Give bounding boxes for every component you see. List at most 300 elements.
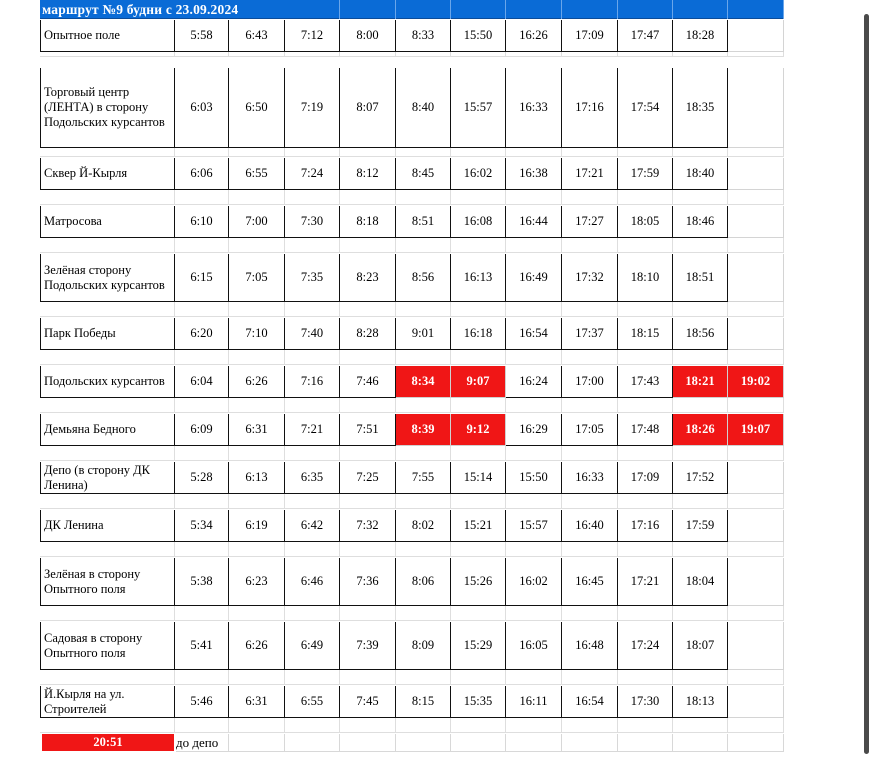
highlighted-time-cell: 18:26 <box>673 414 728 446</box>
spacer-cell <box>618 606 673 621</box>
spacer-row <box>40 542 784 557</box>
time-cell: 7:25 <box>340 462 396 494</box>
spacer-row <box>40 52 784 57</box>
time-cell: 16:54 <box>506 318 562 350</box>
spacer-row <box>40 446 784 461</box>
time-cell: 5:28 <box>175 462 229 494</box>
spacer-cell <box>673 446 728 461</box>
time-cell: 5:38 <box>175 558 229 606</box>
spacer-cell <box>451 238 506 253</box>
table-row <box>40 510 784 542</box>
time-cell: 18:13 <box>673 686 728 718</box>
highlighted-time-cell: 8:39 <box>396 414 451 446</box>
spacer-cell <box>229 190 285 205</box>
spacer-cell <box>40 670 175 685</box>
table-row <box>40 558 784 606</box>
spacer-cell <box>618 398 673 413</box>
spacer-cell <box>618 718 673 733</box>
time-cell: 17:16 <box>562 68 618 148</box>
spacer-cell <box>618 52 673 57</box>
highlighted-time-cell: 9:12 <box>451 414 506 446</box>
stop-name: Депо (в сторону ДК Ленина) <box>40 462 175 494</box>
time-cell: 17:48 <box>618 414 673 446</box>
time-cell: 17:59 <box>673 510 728 542</box>
time-cell: 18:15 <box>618 318 673 350</box>
table-row <box>40 20 784 52</box>
spacer-cell <box>506 190 562 205</box>
spacer-row <box>40 350 784 365</box>
time-cell: 17:24 <box>618 622 673 670</box>
spacer-cell <box>673 350 728 365</box>
spacer-cell <box>340 302 396 317</box>
spacer-cell <box>175 190 229 205</box>
spacer-cell <box>229 542 285 557</box>
spacer-cell <box>40 350 175 365</box>
spacer-cell <box>562 494 618 509</box>
time-cell: 15:26 <box>451 558 506 606</box>
time-cell: 16:18 <box>451 318 506 350</box>
spacer-cell <box>340 606 396 621</box>
time-cell: 15:50 <box>451 20 506 52</box>
table-row <box>40 366 784 398</box>
spacer-cell <box>618 302 673 317</box>
spacer-cell <box>40 52 175 57</box>
header-cell <box>451 0 506 19</box>
time-cell: 8:40 <box>396 68 451 148</box>
spacer-row <box>40 718 784 733</box>
spacer-cell <box>728 238 784 253</box>
spacer-cell <box>506 606 562 621</box>
spacer-cell <box>229 148 285 157</box>
time-cell: 6:55 <box>229 158 285 190</box>
spacer-cell <box>340 52 396 57</box>
spacer-cell <box>229 446 285 461</box>
spacer-cell <box>506 398 562 413</box>
footer-cell <box>562 734 618 752</box>
spacer-cell <box>340 350 396 365</box>
time-cell: 7:36 <box>340 558 396 606</box>
time-cell: 7:05 <box>229 254 285 302</box>
time-cell: 5:46 <box>175 686 229 718</box>
highlighted-time-cell: 9:07 <box>451 366 506 398</box>
time-cell: 15:57 <box>451 68 506 148</box>
time-cell: 17:00 <box>562 366 618 398</box>
time-cell: 8:45 <box>396 158 451 190</box>
table-row <box>40 622 784 670</box>
time-cell: 6:10 <box>175 206 229 238</box>
spacer-row <box>40 606 784 621</box>
spacer-cell <box>673 718 728 733</box>
time-cell: 8:15 <box>396 686 451 718</box>
spacer-cell <box>285 670 340 685</box>
stop-name: Парк Победы <box>40 318 175 350</box>
stop-name: Демьяна Бедного <box>40 414 175 446</box>
time-cell: 16:38 <box>506 158 562 190</box>
table-row <box>40 318 784 350</box>
highlighted-time-cell: 18:21 <box>673 366 728 398</box>
spacer-cell <box>229 398 285 413</box>
time-cell: 8:18 <box>340 206 396 238</box>
footer-note: до депо <box>176 734 219 750</box>
footer-cell <box>229 734 285 752</box>
time-cell: 18:05 <box>618 206 673 238</box>
time-cell: 18:04 <box>673 558 728 606</box>
time-cell: 16:13 <box>451 254 506 302</box>
spacer-cell <box>618 190 673 205</box>
spacer-cell <box>40 542 175 557</box>
time-cell: 16:48 <box>562 622 618 670</box>
spacer-cell <box>728 398 784 413</box>
time-cell: 16:05 <box>506 622 562 670</box>
spacer-cell <box>40 606 175 621</box>
spacer-cell <box>451 52 506 57</box>
time-cell: 7:32 <box>340 510 396 542</box>
spacer-cell <box>340 190 396 205</box>
spacer-cell <box>451 606 506 621</box>
spacer-cell <box>451 718 506 733</box>
spacer-cell <box>618 446 673 461</box>
time-cell: 18:56 <box>673 318 728 350</box>
spacer-cell <box>506 148 562 157</box>
spacer-cell <box>506 670 562 685</box>
spacer-row <box>40 494 784 509</box>
time-cell: 6:50 <box>229 68 285 148</box>
table-row <box>40 686 784 718</box>
spacer-cell <box>506 718 562 733</box>
spacer-cell <box>728 494 784 509</box>
footer-time: 20:51 <box>42 734 174 751</box>
spacer-cell <box>506 238 562 253</box>
spacer-cell <box>175 350 229 365</box>
spacer-cell <box>40 494 175 509</box>
spacer-cell <box>506 494 562 509</box>
footer-cell <box>506 734 562 752</box>
time-cell: 16:02 <box>451 158 506 190</box>
spacer-cell <box>728 718 784 733</box>
spacer-cell <box>229 606 285 621</box>
time-cell <box>728 318 784 350</box>
stop-name: Опытное поле <box>40 20 175 52</box>
time-cell: 18:46 <box>673 206 728 238</box>
spacer-cell <box>175 148 229 157</box>
spacer-cell <box>40 398 175 413</box>
spacer-cell <box>618 542 673 557</box>
spacer-cell <box>562 190 618 205</box>
spacer-cell <box>451 398 506 413</box>
time-cell: 18:40 <box>673 158 728 190</box>
spacer-cell <box>285 606 340 621</box>
time-cell: 8:06 <box>396 558 451 606</box>
footer-grid <box>176 734 784 752</box>
time-cell: 8:33 <box>396 20 451 52</box>
spacer-cell <box>562 350 618 365</box>
spacer-cell <box>40 446 175 461</box>
time-cell: 6:15 <box>175 254 229 302</box>
time-cell: 16:11 <box>506 686 562 718</box>
time-cell: 15:29 <box>451 622 506 670</box>
time-cell: 17:59 <box>618 158 673 190</box>
spacer-cell <box>728 52 784 57</box>
spacer-cell <box>340 398 396 413</box>
spacer-cell <box>175 718 229 733</box>
time-cell: 6:06 <box>175 158 229 190</box>
time-cell: 6:26 <box>229 366 285 398</box>
time-cell: 7:12 <box>285 20 340 52</box>
time-cell <box>728 558 784 606</box>
time-cell: 8:02 <box>396 510 451 542</box>
spacer-cell <box>506 52 562 57</box>
spacer-cell <box>229 670 285 685</box>
time-cell: 7:55 <box>396 462 451 494</box>
spacer-cell <box>340 718 396 733</box>
footer-cell <box>673 734 728 752</box>
time-cell: 7:45 <box>340 686 396 718</box>
table-row <box>40 414 784 446</box>
table-row <box>40 462 784 494</box>
time-cell: 8:23 <box>340 254 396 302</box>
time-cell: 8:00 <box>340 20 396 52</box>
spacer-cell <box>396 238 451 253</box>
time-cell: 16:33 <box>562 462 618 494</box>
spacer-cell <box>229 494 285 509</box>
table-row <box>40 206 784 238</box>
time-cell: 5:34 <box>175 510 229 542</box>
header-cell <box>562 0 618 19</box>
spacer-cell <box>562 446 618 461</box>
spacer-cell <box>673 52 728 57</box>
time-cell: 17:27 <box>562 206 618 238</box>
time-cell: 6:46 <box>285 558 340 606</box>
time-cell: 17:52 <box>673 462 728 494</box>
spacer-cell <box>562 148 618 157</box>
spacer-cell <box>229 302 285 317</box>
spacer-cell <box>396 542 451 557</box>
spacer-cell <box>396 718 451 733</box>
spacer-cell <box>340 494 396 509</box>
time-cell: 16:33 <box>506 68 562 148</box>
time-cell: 15:35 <box>451 686 506 718</box>
spacer-cell <box>673 238 728 253</box>
spacer-cell <box>175 238 229 253</box>
spacer-cell <box>175 398 229 413</box>
spacer-cell <box>340 238 396 253</box>
spacer-cell <box>673 670 728 685</box>
spacer-cell <box>673 190 728 205</box>
spacer-cell <box>451 148 506 157</box>
spacer-cell <box>229 718 285 733</box>
time-cell <box>728 68 784 148</box>
spacer-cell <box>728 190 784 205</box>
spacer-cell <box>728 542 784 557</box>
time-cell: 7:30 <box>285 206 340 238</box>
time-cell: 15:21 <box>451 510 506 542</box>
spacer-cell <box>175 302 229 317</box>
time-cell: 6:42 <box>285 510 340 542</box>
header-cell <box>506 0 562 19</box>
spacer-cell <box>562 302 618 317</box>
time-cell: 17:32 <box>562 254 618 302</box>
spacer-cell <box>673 302 728 317</box>
spacer-row <box>40 148 784 157</box>
time-cell: 17:09 <box>618 462 673 494</box>
spacer-cell <box>396 52 451 57</box>
time-cell: 6:26 <box>229 622 285 670</box>
spacer-cell <box>229 52 285 57</box>
stop-name: Й.Кырля на ул. Строителей <box>40 686 175 718</box>
spacer-cell <box>451 542 506 557</box>
stop-name: Матросова <box>40 206 175 238</box>
time-cell: 17:43 <box>618 366 673 398</box>
time-cell: 7:19 <box>285 68 340 148</box>
spacer-cell <box>618 670 673 685</box>
spacer-cell <box>285 238 340 253</box>
header-cell <box>673 0 728 19</box>
table-row <box>40 158 784 190</box>
spacer-cell <box>728 350 784 365</box>
highlighted-time-cell: 8:34 <box>396 366 451 398</box>
spacer-cell <box>285 446 340 461</box>
spacer-cell <box>618 494 673 509</box>
spacer-cell <box>728 302 784 317</box>
time-cell: 8:56 <box>396 254 451 302</box>
spacer-cell <box>340 446 396 461</box>
spacer-cell <box>673 542 728 557</box>
time-cell: 16:49 <box>506 254 562 302</box>
spacer-cell <box>451 494 506 509</box>
time-cell: 17:47 <box>618 20 673 52</box>
time-cell: 16:02 <box>506 558 562 606</box>
time-cell: 8:28 <box>340 318 396 350</box>
spacer-cell <box>340 670 396 685</box>
time-cell: 6:31 <box>229 686 285 718</box>
spacer-cell <box>285 302 340 317</box>
time-cell: 15:57 <box>506 510 562 542</box>
spacer-cell <box>562 238 618 253</box>
time-cell <box>728 622 784 670</box>
spacer-cell <box>229 350 285 365</box>
time-cell: 15:50 <box>506 462 562 494</box>
time-cell: 6:43 <box>229 20 285 52</box>
time-cell: 18:35 <box>673 68 728 148</box>
header-cell <box>618 0 673 19</box>
time-cell: 7:21 <box>285 414 340 446</box>
time-cell <box>728 254 784 302</box>
spacer-cell <box>40 718 175 733</box>
footer-cell <box>451 734 506 752</box>
spacer-row <box>40 238 784 253</box>
time-cell: 6:31 <box>229 414 285 446</box>
spacer-cell <box>506 542 562 557</box>
time-cell: 17:09 <box>562 20 618 52</box>
header-cell <box>396 0 451 19</box>
time-cell: 6:55 <box>285 686 340 718</box>
spacer-cell <box>40 190 175 205</box>
scrollbar[interactable] <box>864 14 869 754</box>
time-cell: 16:45 <box>562 558 618 606</box>
spacer-cell <box>175 494 229 509</box>
spacer-cell <box>562 52 618 57</box>
spacer-cell <box>175 670 229 685</box>
spacer-cell <box>562 542 618 557</box>
time-cell: 8:07 <box>340 68 396 148</box>
time-cell: 17:54 <box>618 68 673 148</box>
time-cell: 6:04 <box>175 366 229 398</box>
spacer-cell <box>562 606 618 621</box>
spacer-cell <box>340 542 396 557</box>
time-cell: 17:21 <box>562 158 618 190</box>
spacer-cell <box>618 148 673 157</box>
time-cell <box>728 20 784 52</box>
time-cell: 6:03 <box>175 68 229 148</box>
footer-cell <box>618 734 673 752</box>
highlighted-time-cell: 19:02 <box>728 366 784 398</box>
time-cell: 9:01 <box>396 318 451 350</box>
spacer-cell <box>396 302 451 317</box>
spacer-cell <box>40 302 175 317</box>
time-cell: 17:05 <box>562 414 618 446</box>
time-cell: 5:58 <box>175 20 229 52</box>
time-cell: 6:13 <box>229 462 285 494</box>
time-cell: 7:46 <box>340 366 396 398</box>
stop-name: Сквер Й-Кырля <box>40 158 175 190</box>
time-cell: 7:40 <box>285 318 340 350</box>
spacer-cell <box>673 398 728 413</box>
spacer-cell <box>506 350 562 365</box>
highlighted-time-cell: 19:07 <box>728 414 784 446</box>
spacer-cell <box>673 148 728 157</box>
spacer-cell <box>285 542 340 557</box>
time-cell: 7:16 <box>285 366 340 398</box>
spacer-cell <box>728 670 784 685</box>
time-cell <box>728 510 784 542</box>
spacer-cell <box>396 446 451 461</box>
stop-name: ДК Ленина <box>40 510 175 542</box>
stop-name: Подольских курсантов <box>40 366 175 398</box>
schedule-title: маршрут №9 будни с 23.09.2024 <box>42 2 239 17</box>
time-cell: 16:08 <box>451 206 506 238</box>
time-cell: 18:28 <box>673 20 728 52</box>
spacer-cell <box>562 670 618 685</box>
spacer-cell <box>285 398 340 413</box>
spacer-cell <box>618 350 673 365</box>
stop-name: Зелёная в сторону Опытного поля <box>40 558 175 606</box>
time-cell <box>728 686 784 718</box>
footer-cell <box>285 734 340 752</box>
spacer-cell <box>728 148 784 157</box>
time-cell: 5:41 <box>175 622 229 670</box>
spacer-cell <box>396 190 451 205</box>
spacer-cell <box>285 494 340 509</box>
spacer-cell <box>175 52 229 57</box>
time-cell: 6:20 <box>175 318 229 350</box>
time-cell: 6:35 <box>285 462 340 494</box>
time-cell: 18:07 <box>673 622 728 670</box>
table-row <box>40 68 784 148</box>
spacer-cell <box>451 670 506 685</box>
time-cell: 6:19 <box>229 510 285 542</box>
time-cell: 16:24 <box>506 366 562 398</box>
spacer-row <box>40 190 784 205</box>
spacer-cell <box>728 446 784 461</box>
spacer-cell <box>285 350 340 365</box>
spacer-cell <box>396 494 451 509</box>
time-cell: 15:14 <box>451 462 506 494</box>
time-cell <box>728 462 784 494</box>
footer-cell <box>728 734 784 752</box>
spacer-cell <box>673 606 728 621</box>
spacer-row <box>40 670 784 685</box>
time-cell: 17:30 <box>618 686 673 718</box>
